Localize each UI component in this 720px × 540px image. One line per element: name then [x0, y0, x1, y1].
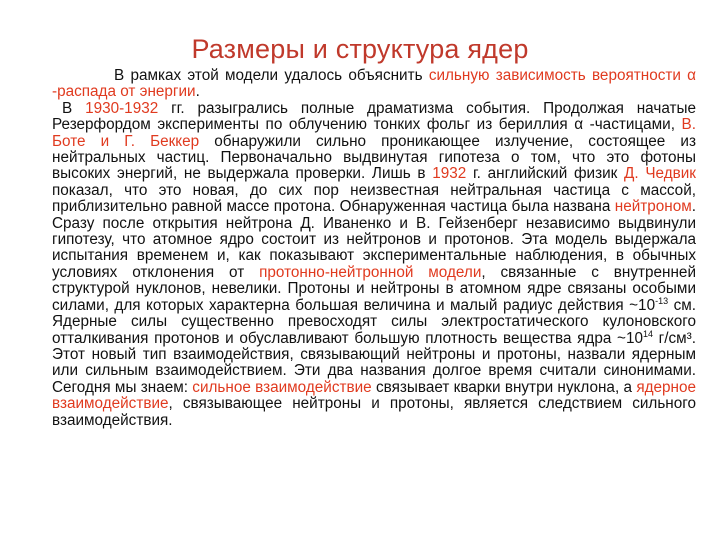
text-run: , связывающее нейтроны и протоны, является следствием сильного взаимодействия. — [52, 395, 696, 429]
text-run: гг. разыгрались полные драматизма события. Продолжая начатые Резерфордом эксперименты по облучению тонких фольг из бериллия α -частицами, — [52, 99, 696, 134]
highlight-years: 1930-1932 — [85, 99, 159, 117]
text-run: , связанные с внутренней структурой нуклонов, невелики. Протоны и нейтроны в атомном ядре связаны особыми силами, для которых характерна большая величина и малый радиус действия ~10 — [52, 263, 696, 314]
text-run: . Сразу после открытия нейтрона Д. Иваненко и В. Гейзенберг независимо выдвинули гипотезу, что атомное ядро состоит из нейтронов и протонов. Эта модель выдержала испытания временем и, как показывают экспериментальные наблюдения, в обычных условиях отклонения от — [52, 198, 696, 281]
exponent-density: 14 — [642, 328, 653, 339]
highlight-proton-neutron-model: протонно-нейтронной модели — [259, 263, 482, 281]
highlight-nuclear-interaction: ядерное взаимодействие — [52, 378, 696, 413]
text-run: В рамках этой модели удалось объяснить — [114, 67, 429, 84]
text-run: см. Ядерные силы существенно превосходят силы электростатического кулоновского отталкивания протонов и обуславливают большую плотность вещества ядра ~10 — [52, 296, 696, 347]
text-run: обнаружили сильно проникающее излучение, состоящее из нейтральных частиц. Первоначально выдвинутая гипотеза о том, что это фотоны высоких энергий, не выдержала проверки. Лишь в — [52, 132, 696, 183]
highlight-alpha-decay: сильную зависимость вероятности α -распада от энергии — [52, 67, 696, 101]
text-run: . — [195, 83, 200, 101]
text-run: связывает кварки внутри нуклона, а — [371, 378, 637, 396]
highlight-neutron: нейтроном — [614, 198, 692, 216]
text-run: г/см³. Этот новый тип взаимодействия, связывающий нейтроны и протоны, назвали ядерным или сильным взаимодействием. Эти два названия долгое время считали синонимами. Сегодня мы знаем: — [52, 329, 696, 396]
highlight-chadwick: Д. Чедвик — [624, 165, 696, 183]
highlight-bothe-becker: В. Боте и Г. Беккер — [52, 116, 696, 150]
exponent-radius: -13 — [655, 295, 669, 306]
highlight-year-1932: 1932 — [432, 165, 467, 183]
text-run: г. английский физик — [466, 165, 625, 183]
text-run: В — [62, 99, 86, 117]
slide-title: Размеры и структура ядер — [191, 34, 529, 64]
highlight-strong-interaction: сильное взаимодействие — [192, 378, 372, 396]
paragraph-alpha-decay — [52, 68, 696, 101]
paragraph-neutron-history — [52, 101, 696, 429]
slide-body — [52, 68, 696, 429]
text-run: показал, что это новая, до сих пор неизвестная нейтральная частица с массой, приблизительно равной массе протона. Обнаруженная частица была названа — [52, 181, 696, 216]
